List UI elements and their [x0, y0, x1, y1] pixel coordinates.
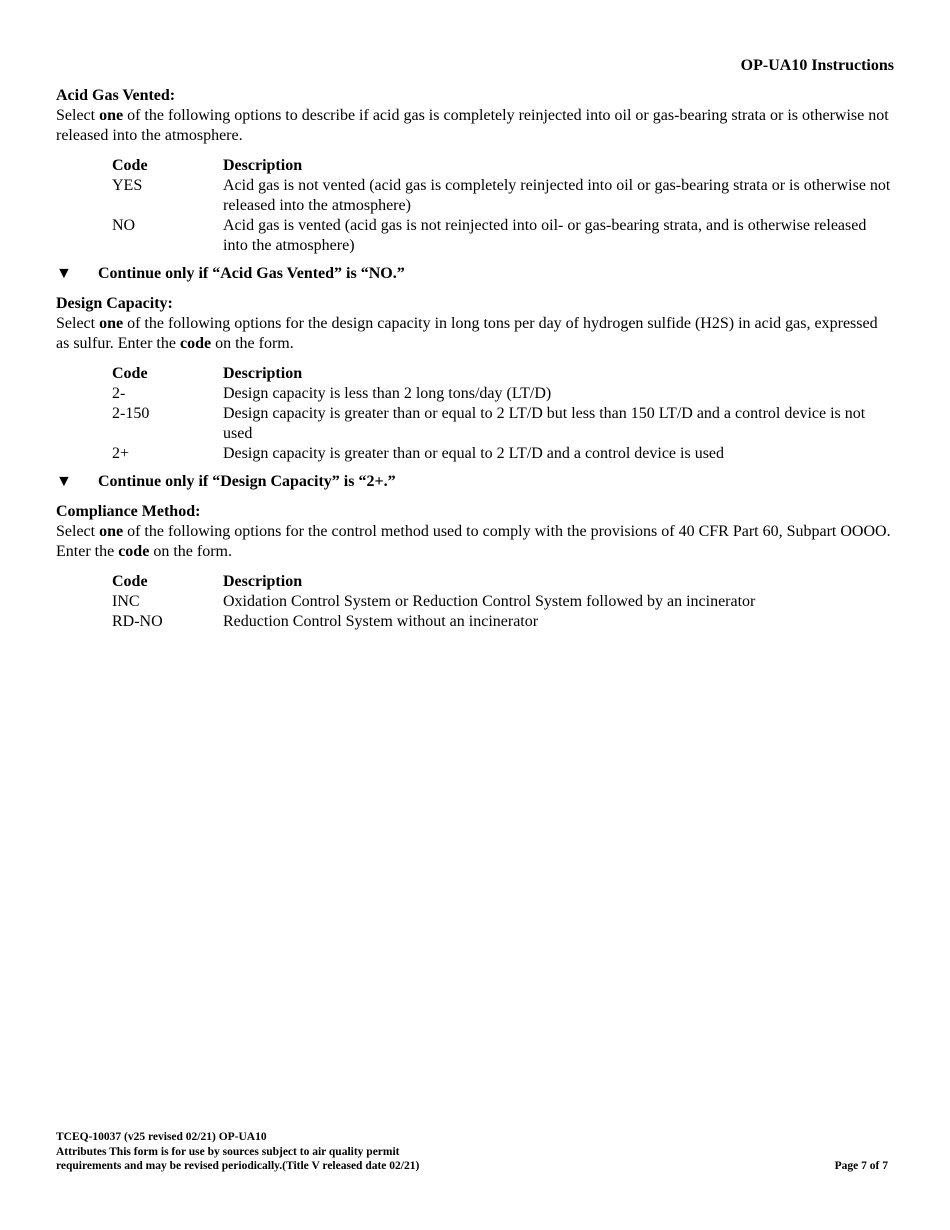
description-cell: Design capacity is less than 2 long tons/day (LT/D) — [223, 385, 552, 402]
section-title: Acid Gas Vented: — [56, 87, 176, 104]
continue-text: Continue only if “Design Capacity” is “2+.” — [98, 473, 396, 490]
section-intro: Select one of the following options to describe if acid gas is completely reinjected into oil or gas-bearing strata or is otherwise not released into the atmosphere. — [56, 107, 889, 144]
column-header-code: Code — [112, 365, 148, 382]
code-table — [112, 572, 894, 632]
section-compliance-method — [56, 502, 894, 632]
code-cell: YES — [112, 177, 143, 194]
continue-text: Continue only if “Acid Gas Vented” is “NO.” — [98, 265, 405, 282]
code-cell: NO — [112, 217, 136, 234]
footer-line: requirements and may be revised periodically.(Title V released date 02/21) — [56, 1160, 420, 1172]
table-row — [112, 176, 894, 216]
column-header-description: Description — [223, 157, 303, 174]
table-row — [112, 216, 894, 256]
section-acid-gas-vented — [56, 86, 894, 284]
continue-instruction — [56, 472, 894, 492]
table-row — [112, 444, 894, 464]
code-table — [112, 364, 894, 464]
table-header-row — [112, 156, 894, 176]
down-triangle-icon: ▼ — [56, 265, 72, 282]
table-row — [112, 404, 894, 444]
footer-line: Attributes This form is for use by sources subject to air quality permit — [56, 1145, 400, 1158]
section-title: Design Capacity: — [56, 295, 173, 312]
code-cell: 2- — [112, 385, 126, 402]
table-header-row — [112, 572, 894, 592]
description-cell: Reduction Control System without an incinerator — [223, 613, 539, 630]
continue-instruction — [56, 264, 894, 284]
column-header-description: Description — [223, 365, 303, 382]
description-cell: Acid gas is not vented (acid gas is completely reinjected into oil or gas-bearing strata or is otherwise not released into the atmosphere) — [223, 177, 891, 214]
code-cell: RD-NO — [112, 613, 163, 630]
description-cell: Oxidation Control System or Reduction Control System followed by an incinerator — [223, 593, 756, 610]
description-cell: Design capacity is greater than or equal to 2 LT/D and a control device is used — [223, 445, 725, 462]
code-cell: 2-150 — [112, 405, 150, 422]
table-row — [112, 612, 894, 632]
column-header-code: Code — [112, 157, 148, 174]
down-triangle-icon: ▼ — [56, 473, 72, 490]
code-cell: 2+ — [112, 445, 130, 462]
section-intro: Select one of the following options for the control method used to comply with the provisions of 40 CFR Part 60, Subpart OOOO. Enter the code on the form. — [56, 523, 891, 560]
code-table — [112, 156, 894, 256]
description-cell: Design capacity is greater than or equal to 2 LT/D but less than 150 LT/D and a control device is not used — [223, 405, 866, 442]
table-header-row — [112, 364, 894, 384]
code-cell: INC — [112, 593, 140, 610]
page-header-title: OP-UA10 Instructions — [740, 57, 894, 74]
page-number: Page 7 of 7 — [834, 1160, 888, 1172]
description-cell: Acid gas is vented (acid gas is not reinjected into oil- or gas-bearing strata, and is otherwise released into the atmosphere) — [223, 217, 867, 254]
column-header-code: Code — [112, 573, 148, 590]
section-design-capacity — [56, 294, 894, 492]
table-row — [112, 592, 894, 612]
column-header-description: Description — [223, 573, 303, 590]
section-intro: Select one of the following options for the design capacity in long tons per day of hydrogen sulfide (H2S) in acid gas, expressed as sulfur. Enter the code on the form. — [56, 315, 878, 352]
section-title: Compliance Method: — [56, 503, 201, 520]
document-body — [56, 86, 894, 632]
table-row — [112, 384, 894, 404]
footer-form-info — [56, 1130, 419, 1174]
footer-line: TCEQ-10037 (v25 revised 02/21) OP-UA10 — [56, 1131, 267, 1143]
